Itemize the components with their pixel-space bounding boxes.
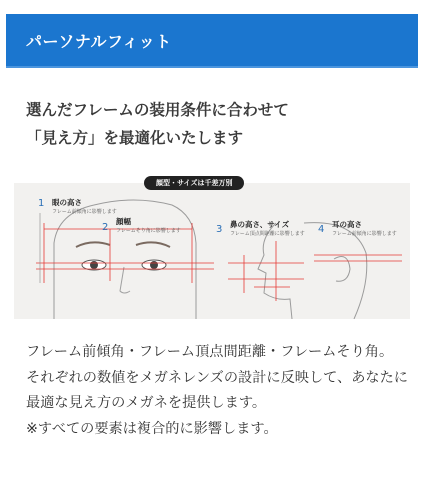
annotation-number-4: 4 [318, 224, 325, 235]
annotation-number-2: 2 [102, 222, 109, 233]
section-header [6, 14, 418, 68]
heading-line-2: 「見え方」を最適化いたします [26, 129, 244, 147]
annotation-sub-4: フレーム前傾角に影響します [332, 231, 397, 237]
annotation-title-3: 鼻の高さ、サイズ [230, 220, 290, 229]
section-heading [26, 96, 406, 152]
annotation-sub-2: フレームそり角に影響します [116, 228, 181, 234]
annotation-number-1: 1 [38, 198, 45, 209]
page [6, 0, 418, 480]
heading-line-1: 選んだフレームの装用条件に合わせて [26, 101, 289, 119]
header-title: パーソナルフィット [26, 32, 172, 51]
diagram-badge: 顔型・サイズは千差万別 [144, 176, 244, 190]
annotation-sub-3: フレーム頂点間距離に影響します [230, 231, 305, 237]
annotation-title-1: 眼の高さ [52, 198, 82, 207]
annotation-title-2: 顔幅 [116, 217, 131, 226]
annotation-sub-1: フレーム前傾角に影響します [52, 209, 117, 215]
description-paragraph-1: フレーム前傾角・フレーム頂点間距離・フレームそり角。 [26, 344, 394, 360]
annotation-title-4: 耳の高さ [332, 220, 362, 229]
annotation-number-3: 3 [216, 224, 223, 235]
description-paragraph-2: それぞれの数値をメガネレンズの設計に反映して、あなたに最適な見え方のメガネを提供します。 [26, 369, 408, 411]
description-paragraph-3: ※すべての要素は複合的に影響します。 [26, 420, 278, 437]
description [26, 340, 410, 442]
